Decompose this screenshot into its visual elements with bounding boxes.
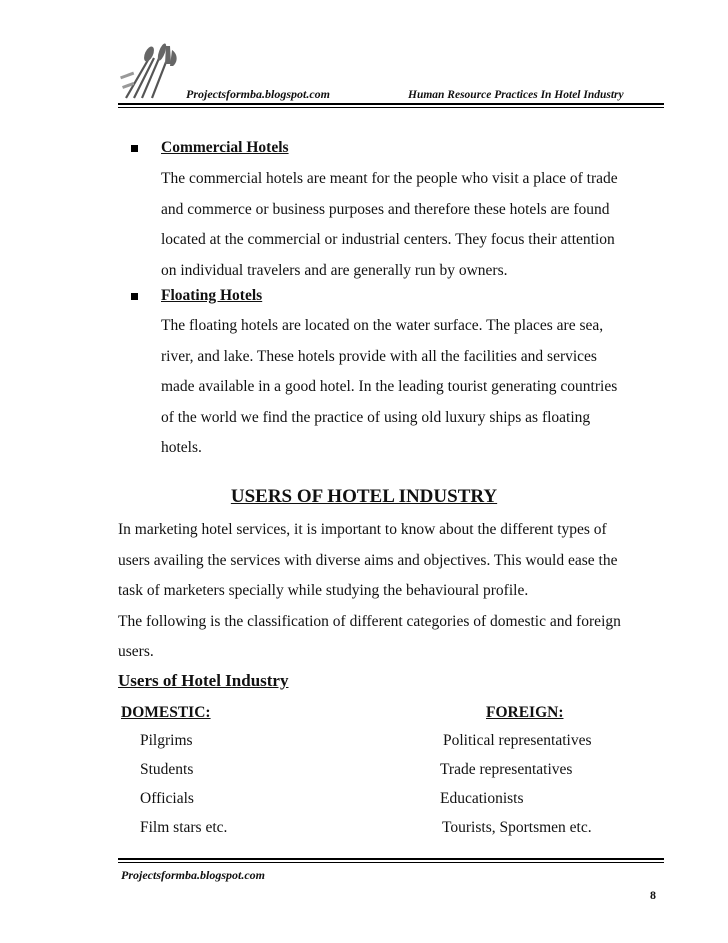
domestic-label: DOMESTIC: <box>121 704 211 721</box>
paragraph-line: located at the commercial or industrial centers. They focus their attention <box>161 231 615 248</box>
commercial-hotels-body <box>161 164 661 286</box>
users-subheading: Users of Hotel Industry <box>118 671 289 690</box>
paragraph-line: hotels. <box>161 439 202 456</box>
floating-hotels-heading: Floating Hotels <box>161 287 263 304</box>
page-number: 8 <box>650 888 656 902</box>
footer-divider <box>118 858 664 863</box>
paragraph-line: task of marketers specially while studying the behavioural profile. <box>118 582 529 599</box>
paragraph-line: river, and lake. These hotels provide with all the facilities and services <box>161 347 597 365</box>
header-title: Human Resource Practices In Hotel Industry <box>408 89 624 101</box>
foreign-item: Tourists, Sportsmen etc. <box>442 819 592 836</box>
paragraph-line: users availing the services with diverse aims and objectives. This would ease the <box>118 551 618 569</box>
commercial-hotels-heading: Commercial Hotels <box>161 139 289 156</box>
bullet-icon <box>131 145 138 152</box>
footer-site: Projectsformba.blogspot.com <box>121 868 265 882</box>
domestic-item: Officials <box>140 790 194 807</box>
paragraph-line: made available in a good hotel. In the leading tourist generating countries <box>161 378 618 395</box>
domestic-item: Pilgrims <box>140 732 193 749</box>
bullet-icon <box>131 293 138 300</box>
paragraph-line: The floating hotels are located on the water surface. The places are sea, <box>161 317 604 334</box>
floating-hotels-body <box>161 311 661 464</box>
foreign-item: Political representatives <box>443 732 592 749</box>
paragraph-line: users. <box>118 643 154 660</box>
header-divider <box>118 103 664 108</box>
paragraph-line: and commerce or business purposes and therefore these hotels are found <box>161 200 610 218</box>
users-intro <box>118 515 661 668</box>
foreign-label: FOREIGN: <box>486 704 564 721</box>
foreign-item: Educationists <box>440 790 524 807</box>
header-site: Projectsformba.blogspot.com <box>186 87 330 101</box>
paragraph-line: In marketing hotel services, it is important to know about the different types of <box>118 521 607 538</box>
foreign-item: Trade representatives <box>440 761 573 778</box>
paragraph-line: on individual travelers and are generally run by owners. <box>161 261 508 279</box>
paragraph-line: The following is the classification of different categories of domestic and foreign <box>118 612 621 630</box>
paragraph-line: The commercial hotels are meant for the people who visit a place of trade <box>161 170 618 187</box>
domestic-item: Film stars etc. <box>140 819 228 836</box>
paragraph-line: of the world we find the practice of using old luxury ships as floating <box>161 408 591 426</box>
users-section-heading: USERS OF HOTEL INDUSTRY <box>230 486 498 507</box>
domestic-item: Students <box>140 761 194 778</box>
cutlery-logo-icon <box>118 40 188 102</box>
